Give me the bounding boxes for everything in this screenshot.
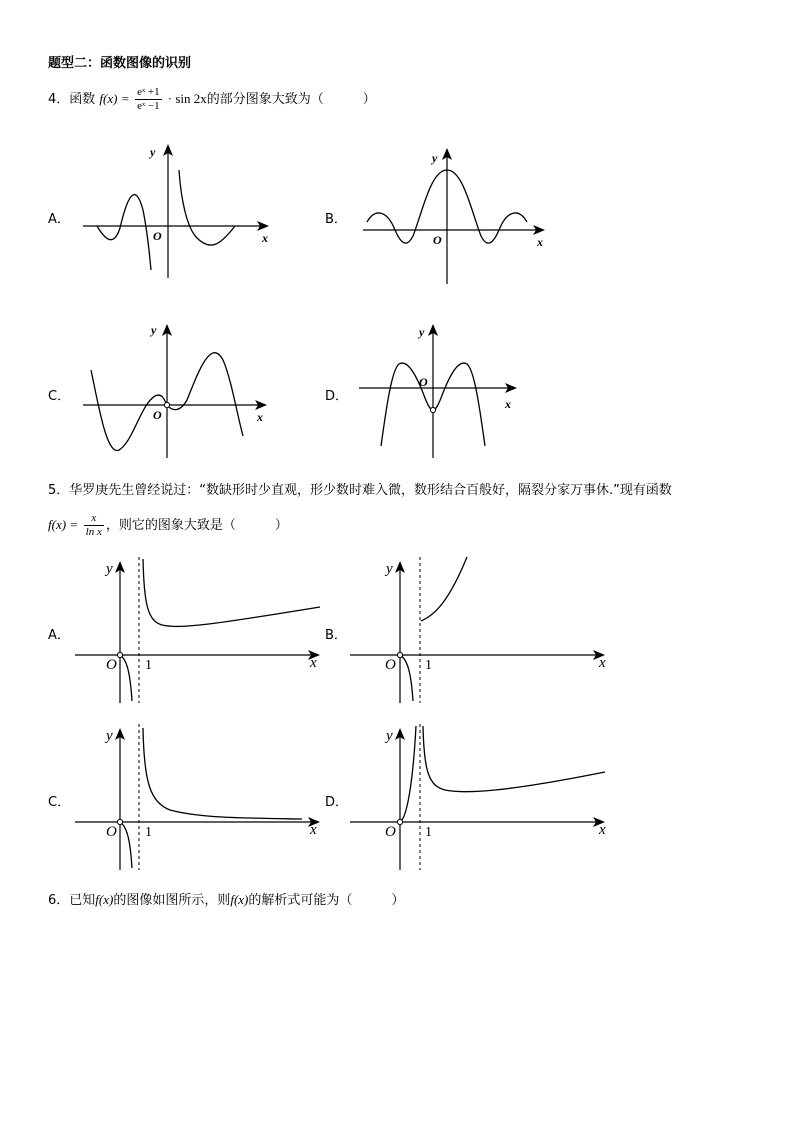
- section-title: 题型二：函数图像的识别: [48, 56, 192, 71]
- q6-fx1: f(x): [95, 892, 114, 907]
- x-label: x: [262, 231, 268, 245]
- question-5-line1: 5．华罗庚先生曾经说过：“数缺形时少直观，形少数时难入微，数形结合百般好，隔裂分家万事休.”现有函数: [48, 483, 672, 498]
- q6-suffix: 的解析式可能为（ ）: [248, 893, 405, 908]
- origin-label: O: [385, 657, 396, 673]
- origin-label: O: [153, 229, 162, 243]
- q5-option-a-label[interactable]: A．: [48, 628, 70, 643]
- question-4-text: [48, 86, 376, 113]
- q4-suffix: 的部分图象大致为（ ）: [206, 92, 376, 107]
- x-label: x: [310, 655, 317, 671]
- y-label: y: [151, 323, 157, 337]
- curve: [143, 728, 302, 819]
- origin-label: O: [419, 375, 428, 389]
- x-label: x: [599, 822, 606, 838]
- y-label: y: [419, 325, 425, 339]
- curve: [400, 726, 416, 822]
- tick-one-label: 1: [425, 658, 432, 673]
- curve: [423, 726, 605, 792]
- origin-label: O: [385, 824, 396, 840]
- q4-fraction: [135, 86, 162, 113]
- q4-graph-d[interactable]: [355, 318, 530, 463]
- curve: [97, 195, 151, 270]
- curve: [421, 557, 467, 621]
- q4-fx: f(x): [99, 91, 118, 106]
- y-label: y: [432, 151, 438, 165]
- q4-number: 4．函数: [48, 92, 96, 107]
- y-label: y: [106, 728, 113, 744]
- y-label: y: [106, 561, 113, 577]
- q5-option-b-label[interactable]: B．: [325, 628, 347, 643]
- q4-denominator: eˣ −1: [137, 100, 160, 112]
- curve: [400, 655, 413, 701]
- tick-one-label: 1: [145, 658, 152, 673]
- q5-option-d-label[interactable]: D．: [325, 795, 349, 810]
- q5-denominator: ln x: [85, 526, 102, 538]
- tick-one-label: 1: [425, 825, 432, 840]
- hollow-point: [117, 819, 122, 824]
- hollow-point: [164, 402, 169, 407]
- q5-fraction: [84, 512, 104, 539]
- q4-tail: · sin 2x: [167, 91, 207, 106]
- q4-graph-b[interactable]: [355, 140, 555, 290]
- curve: [143, 559, 320, 626]
- q5-graph-c[interactable]: [70, 722, 330, 872]
- origin-label: O: [106, 824, 117, 840]
- curve: [120, 822, 132, 868]
- y-label: y: [386, 728, 393, 744]
- q5-numerator: x: [84, 512, 104, 526]
- q5-fx: f(x): [48, 517, 67, 532]
- q5-suffix: ，则它的图象大致是（ ）: [105, 518, 288, 533]
- q4-eq: =: [121, 91, 129, 106]
- x-label: x: [257, 410, 263, 424]
- q4-numerator: eˣ +1: [137, 86, 160, 98]
- origin-label: O: [153, 408, 162, 422]
- origin-label: O: [106, 657, 117, 673]
- q4-option-a-label[interactable]: A．: [48, 212, 70, 227]
- q5-eq: =: [70, 517, 78, 532]
- curve: [120, 655, 132, 701]
- question-5-line2: [48, 512, 288, 539]
- q4-option-c-label[interactable]: C．: [48, 389, 71, 404]
- x-label: x: [599, 655, 606, 671]
- tick-one-label: 1: [145, 825, 152, 840]
- q4-graph-c[interactable]: [75, 318, 275, 463]
- hollow-point: [397, 652, 402, 657]
- q6-middle: 的图像如图所示，则: [113, 893, 231, 908]
- x-label: x: [505, 397, 511, 411]
- q6-fx2: f(x): [230, 892, 249, 907]
- q4-option-b-label[interactable]: B．: [325, 212, 347, 227]
- question-6-text: [48, 892, 404, 909]
- q5-option-c-label[interactable]: C．: [48, 795, 71, 810]
- q6-prefix: 6．已知: [48, 893, 96, 908]
- hollow-point: [117, 652, 122, 657]
- q5-graph-d[interactable]: [345, 722, 615, 872]
- q5-graph-b[interactable]: [345, 555, 615, 705]
- x-label: x: [537, 235, 543, 249]
- hollow-point: [397, 819, 402, 824]
- y-label: y: [386, 561, 393, 577]
- q4-graph-a[interactable]: [75, 140, 275, 280]
- y-label: y: [150, 145, 156, 159]
- curve: [179, 170, 235, 245]
- q5-graph-a[interactable]: [70, 555, 330, 705]
- hollow-point: [430, 407, 435, 412]
- origin-label: O: [433, 233, 442, 247]
- q4-option-d-label[interactable]: D．: [325, 389, 349, 404]
- x-label: x: [310, 822, 317, 838]
